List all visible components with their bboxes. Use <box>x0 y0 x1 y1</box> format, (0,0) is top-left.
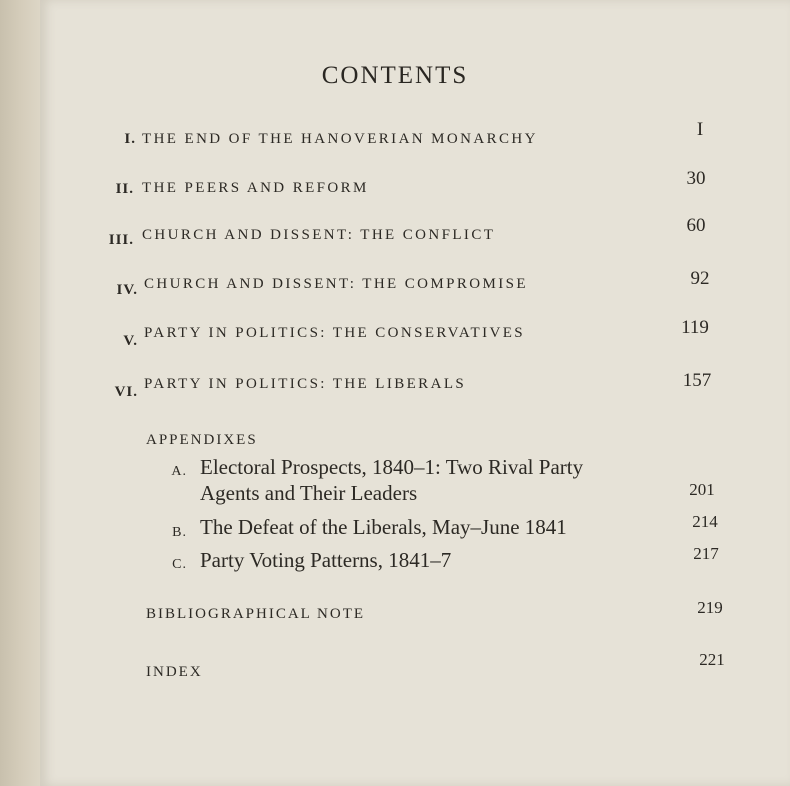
chapter-title: THE END OF THE HANOVERIAN MONARCHY <box>142 131 538 147</box>
appendix-letter: A. <box>171 464 187 479</box>
chapter-number: VI. <box>114 384 138 400</box>
chapter-title: PARTY IN POLITICS: THE CONSERVATIVES <box>144 325 526 341</box>
bibliographical-note-label: BIBLIOGRAPHICAL NOTE <box>146 606 366 622</box>
appendix-title: Party Voting Patterns, 1841–7 <box>200 548 452 572</box>
bibliographical-note-page-number: 219 <box>697 598 723 617</box>
appendix-title-line-2: Agents and Their Leaders <box>200 481 418 505</box>
index-label: INDEX <box>146 664 203 680</box>
chapter-page-number: 119 <box>681 317 709 338</box>
chapter-page-number: 92 <box>690 268 710 289</box>
chapter-number: II. <box>115 181 134 197</box>
chapter-title: CHURCH AND DISSENT: THE COMPROMISE <box>144 276 528 292</box>
chapter-number: IV. <box>116 282 138 298</box>
index-page-number: 221 <box>699 650 725 669</box>
chapter-page-number: I <box>696 119 704 140</box>
appendix-title-line-1: Electoral Prospects, 1840–1: Two Rival Party <box>200 455 584 479</box>
chapter-page-number: 60 <box>686 215 706 236</box>
appendix-title: The Defeat of the Liberals, May–June 1841 <box>200 515 567 539</box>
chapter-title: PARTY IN POLITICS: THE LIBERALS <box>144 376 467 392</box>
chapter-page-number: 157 <box>682 370 712 391</box>
chapter-number: V. <box>123 333 138 349</box>
chapter-page-number: 30 <box>686 168 706 189</box>
appendix-page-number: 214 <box>692 512 718 531</box>
chapter-title: CHURCH AND DISSENT: THE CONFLICT <box>142 227 496 243</box>
appendix-letter: B. <box>172 525 187 540</box>
page-title: CONTENTS <box>321 62 469 89</box>
appendixes-heading: APPENDIXES <box>146 432 258 448</box>
appendix-page-number: 201 <box>689 480 715 499</box>
chapter-number: I. <box>124 131 136 147</box>
chapter-number: III. <box>108 232 134 248</box>
chapter-title: THE PEERS AND REFORM <box>142 180 369 196</box>
appendix-page-number: 217 <box>693 544 719 563</box>
appendix-letter: C. <box>172 557 187 572</box>
